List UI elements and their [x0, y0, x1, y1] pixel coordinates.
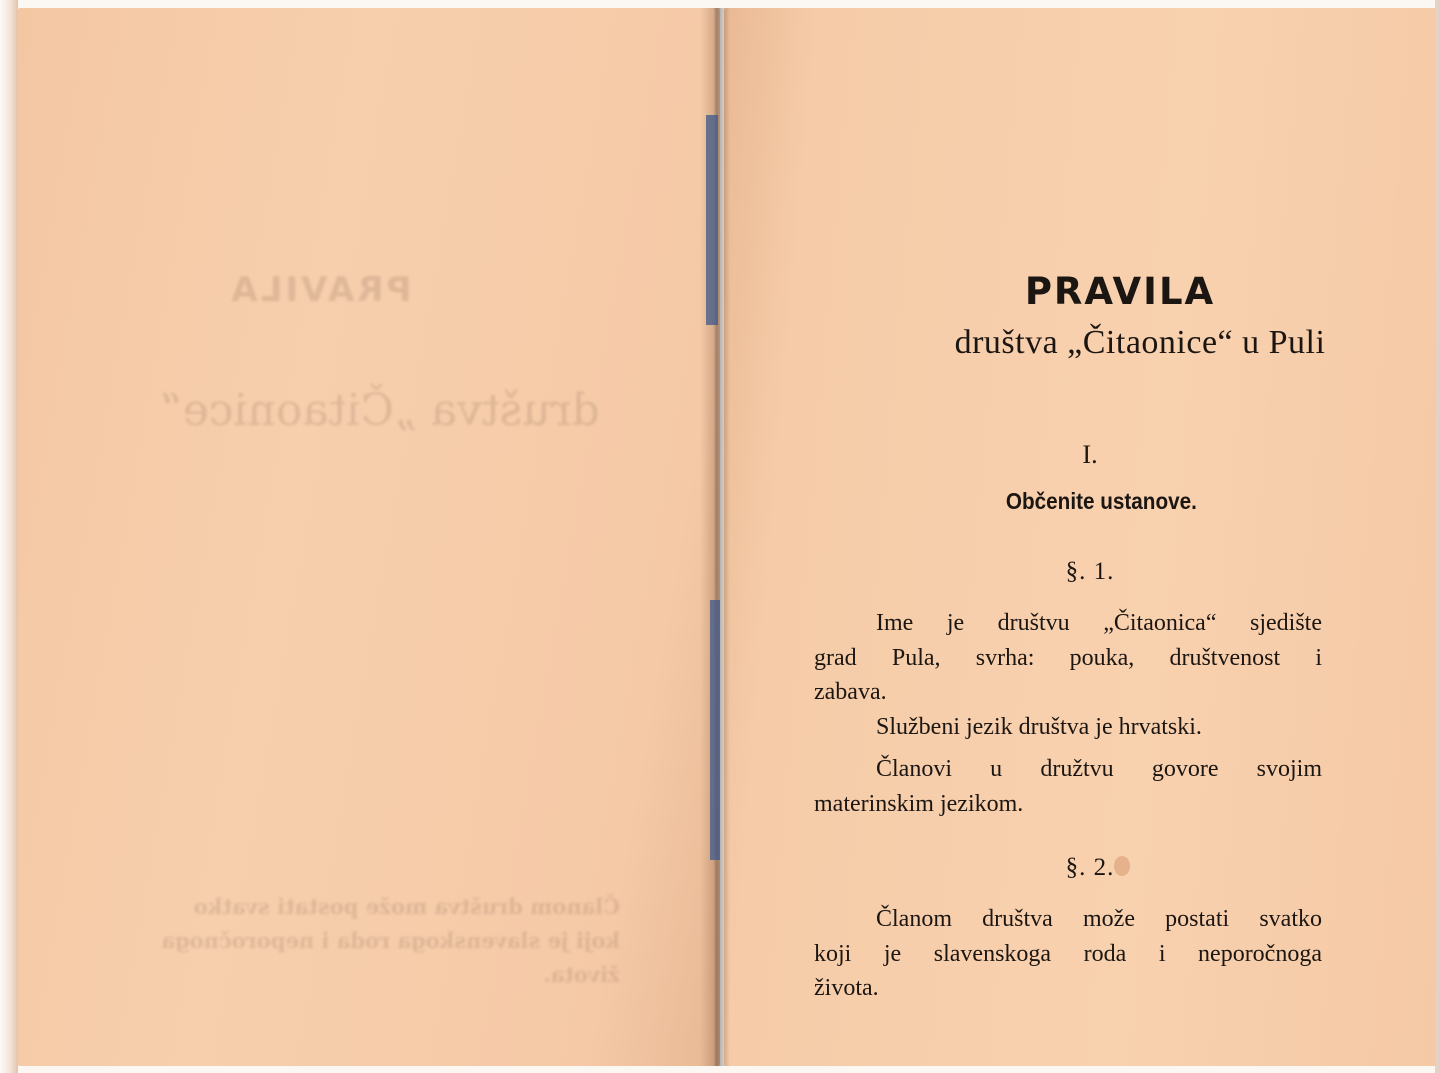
- paragraph-line: materinskim jezikom.: [814, 790, 1024, 817]
- left-page: [18, 8, 720, 1066]
- paragraph-line: grad Pula, svrha: pouka, društvenost i: [814, 644, 1322, 671]
- paper-stain: [1114, 856, 1130, 876]
- right-page-content: [724, 8, 1436, 1066]
- bleed-through-title: PRAVILA: [228, 270, 412, 310]
- bleed-through-line: koji je slavenskoga roda i neporočnoga: [161, 928, 620, 953]
- paragraph-line: Članom društva može postati svatko: [876, 906, 1322, 932]
- bleed-through-line: života.: [543, 962, 620, 987]
- chapter-number: I.: [1082, 440, 1098, 469]
- chapter-title: Občenite ustanove.: [1005, 488, 1197, 514]
- paragraph-line: života.: [814, 975, 879, 1001]
- bleed-through-subtitle: društva „Čitaonice“: [160, 385, 600, 436]
- spine-binding-tape: [706, 115, 718, 325]
- paragraph-line: Službeni jezik društva je hrvatski.: [876, 714, 1202, 740]
- document-title: PRAVILA: [1024, 270, 1216, 313]
- scan-left-edge: [0, 0, 18, 1073]
- paragraph-line: koji je slavenskoga roda i neporočnoga: [814, 940, 1322, 967]
- document-subtitle: društva „Čitaonice“ u Puli: [954, 324, 1326, 361]
- paragraph: [814, 752, 1322, 821]
- bleed-through-line: Članom društva može postati svatko: [193, 894, 620, 919]
- section-heading: §. 1.: [1065, 558, 1115, 585]
- paragraph: [814, 710, 1322, 745]
- spine-binding-tape: [710, 600, 720, 860]
- paragraph-line: Ime je društvu „Čitaonica“ sjedište: [876, 610, 1322, 636]
- paragraph: [814, 606, 1322, 710]
- paragraph-line: Članovi u družtvu govore svojim: [876, 756, 1322, 782]
- section-heading: §. 2.: [1065, 854, 1115, 881]
- paragraph-line: zabava.: [814, 679, 887, 705]
- paragraph: [814, 902, 1322, 1006]
